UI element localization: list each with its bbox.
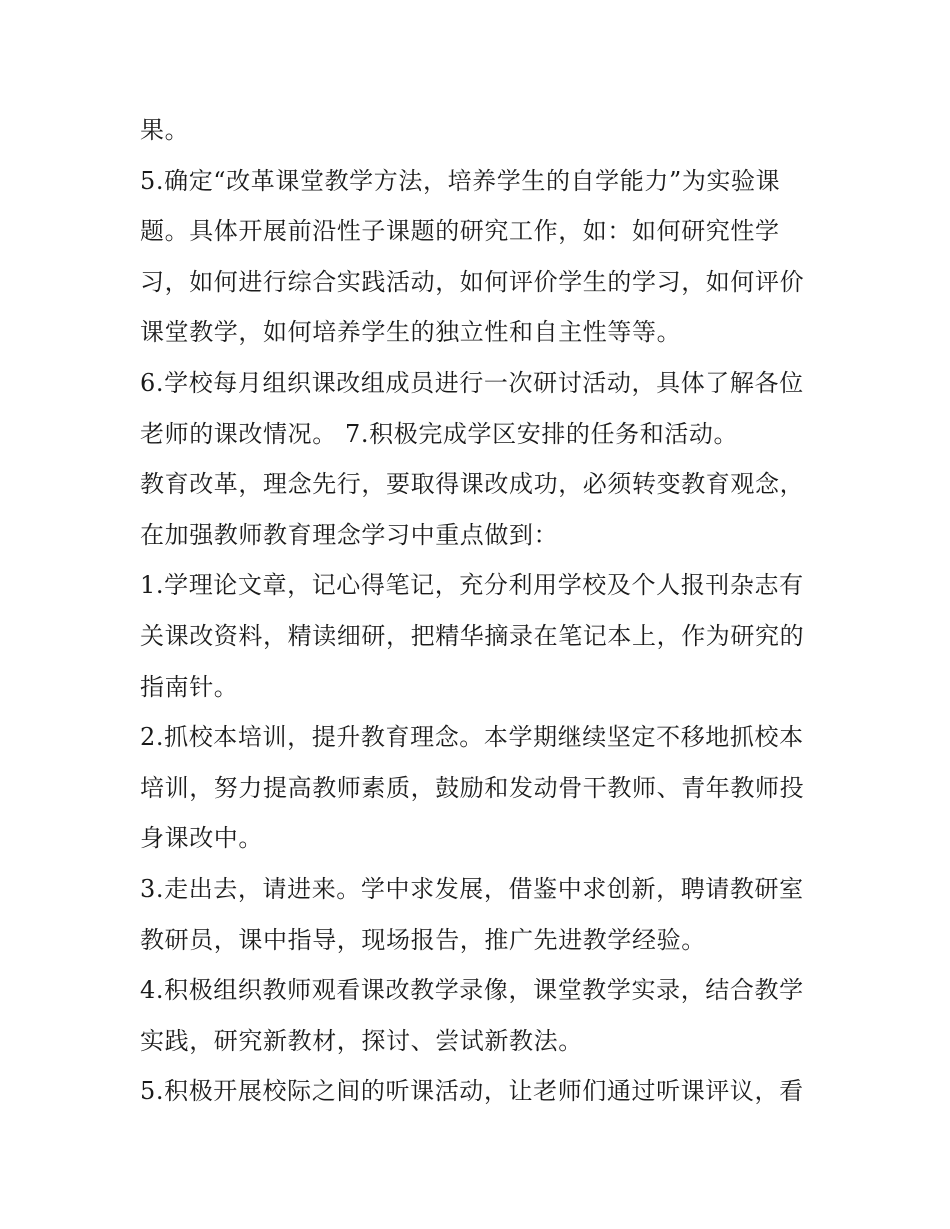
text-line-15: 身课改中。 (140, 824, 263, 853)
text-line-10: 1.学理论文章，记心得笔记，充分利用学校及个人报刊杂志有 (140, 571, 804, 600)
text-line-16: 3.走出去，请进来。学中求发展，借鉴中求创新，聘请教研室 (140, 874, 804, 903)
text-line-7: 老师的课改情况。 7.积极完成学区安排的任务和活动。 (140, 419, 739, 448)
text-line-2: 5.确定“改革课堂教学方法，培养学生的自学能力”为实验课 (140, 166, 781, 195)
text-line-3: 题。具体开展前沿性子课题的研究工作，如：如何研究性学 (140, 217, 780, 246)
text-line-8: 教育改革，理念先行，要取得课改成功，必须转变教育观念， (140, 470, 805, 499)
text-line-9: 在加强教师教育理念学习中重点做到： (140, 520, 559, 549)
text-line-12: 指南针。 (140, 672, 239, 701)
text-line-20: 5.积极开展校际之间的听课活动，让老师们通过听课评议，看 (140, 1077, 804, 1106)
text-line-14: 培训，努力提高教师素质，鼓励和发动骨干教师、青年教师投 (140, 773, 805, 802)
text-line-13: 2.抓校本培训，提升教育理念。本学期继续坚定不移地抓校本 (140, 723, 804, 752)
text-line-6: 6.学校每月组织课改组成员进行一次研讨活动，具体了解各位 (140, 368, 804, 397)
text-line-17: 教研员，课中指导，现场报告，推广先进教学经验。 (140, 925, 706, 954)
body-text (140, 105, 820, 1117)
text-line-19: 实践，研究新教材，探讨、尝试新教法。 (140, 1026, 583, 1055)
text-line-1: 果。 (140, 116, 190, 144)
text-line-18: 4.积极组织教师观看课改教学录像，课堂教学实录，结合教学 (140, 976, 804, 1005)
text-line-11: 关课改资料，精读细研，把精华摘录在笔记本上，作为研究的 (140, 621, 805, 650)
text-line-5: 课堂教学，如何培养学生的独立性和自主性等等。 (140, 318, 682, 347)
text-line-4: 习，如何进行综合实践活动，如何评价学生的学习，如何评价 (140, 267, 805, 296)
